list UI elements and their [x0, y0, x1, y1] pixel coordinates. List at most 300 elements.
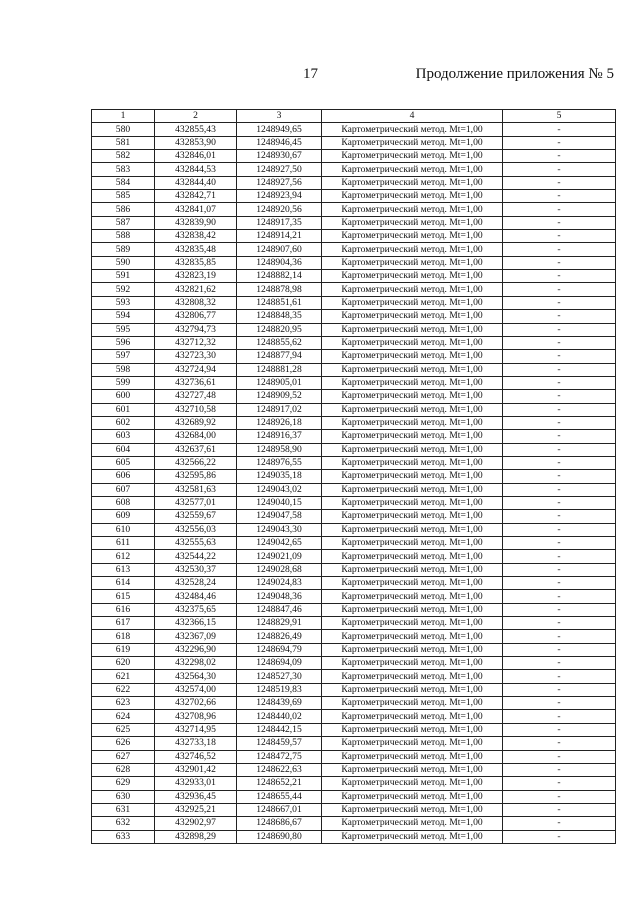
y-coordinate-cell: 1248946,45: [237, 136, 322, 149]
method-cell: Картометрический метод. Mt=1,00: [322, 203, 503, 216]
table-row: [92, 270, 616, 283]
y-coordinate-cell: 1248949,65: [237, 123, 322, 136]
method-cell: Картометрический метод. Mt=1,00: [322, 243, 503, 256]
y-coordinate-cell: 1248878,98: [237, 283, 322, 296]
point-number-cell: 611: [92, 537, 155, 550]
point-number-cell: 589: [92, 243, 155, 256]
y-coordinate-cell: 1248826,49: [237, 630, 322, 643]
point-number-cell: 593: [92, 296, 155, 309]
note-cell: -: [503, 430, 616, 443]
method-cell: Картометрический метод. Mt=1,00: [322, 483, 503, 496]
table-row: [92, 590, 616, 603]
y-coordinate-cell: 1248667,01: [237, 803, 322, 816]
point-number-cell: 622: [92, 683, 155, 696]
table-row: [92, 697, 616, 710]
x-coordinate-cell: 432823,19: [155, 270, 237, 283]
note-cell: -: [503, 817, 616, 830]
point-number-cell: 584: [92, 176, 155, 189]
method-cell: Картометрический метод. Mt=1,00: [322, 550, 503, 563]
method-cell: Картометрический метод. Mt=1,00: [322, 737, 503, 750]
y-coordinate-cell: 1248655,44: [237, 790, 322, 803]
table-row: [92, 150, 616, 163]
y-coordinate-cell: 1248926,18: [237, 416, 322, 429]
point-number-cell: 629: [92, 777, 155, 790]
table-row: [92, 256, 616, 269]
method-cell: Картометрический метод. Mt=1,00: [322, 270, 503, 283]
column-header: 4: [322, 110, 503, 123]
column-header: 2: [155, 110, 237, 123]
y-coordinate-cell: 1248459,57: [237, 737, 322, 750]
point-number-cell: 602: [92, 416, 155, 429]
method-cell: Картометрический метод. Mt=1,00: [322, 830, 503, 843]
point-number-cell: 605: [92, 456, 155, 469]
x-coordinate-cell: 432841,07: [155, 203, 237, 216]
y-coordinate-cell: 1249047,58: [237, 510, 322, 523]
appendix-title: Продолжение приложения № 5: [415, 66, 614, 82]
column-header: 5: [503, 110, 616, 123]
y-coordinate-cell: 1249043,02: [237, 483, 322, 496]
method-cell: Картометрический метод. Mt=1,00: [322, 456, 503, 469]
table-row: [92, 750, 616, 763]
point-number-cell: 610: [92, 523, 155, 536]
page-number: 17: [303, 66, 318, 82]
x-coordinate-cell: 432855,43: [155, 123, 237, 136]
note-cell: -: [503, 577, 616, 590]
table-row: [92, 563, 616, 576]
x-coordinate-cell: 432555,63: [155, 537, 237, 550]
point-number-cell: 618: [92, 630, 155, 643]
method-cell: Картометрический метод. Mt=1,00: [322, 230, 503, 243]
method-cell: Картометрический метод. Mt=1,00: [322, 163, 503, 176]
table-row: [92, 496, 616, 509]
x-coordinate-cell: 432367,09: [155, 630, 237, 643]
note-cell: -: [503, 670, 616, 683]
x-coordinate-cell: 432846,01: [155, 150, 237, 163]
table-row: [92, 296, 616, 309]
method-cell: Картометрический метод. Mt=1,00: [322, 790, 503, 803]
method-cell: Картометрический метод. Mt=1,00: [322, 403, 503, 416]
x-coordinate-cell: 432714,95: [155, 723, 237, 736]
method-cell: Картометрический метод. Mt=1,00: [322, 443, 503, 456]
note-cell: -: [503, 216, 616, 229]
x-coordinate-cell: 432574,00: [155, 683, 237, 696]
x-coordinate-cell: 432566,22: [155, 456, 237, 469]
note-cell: -: [503, 203, 616, 216]
point-number-cell: 590: [92, 256, 155, 269]
note-cell: -: [503, 603, 616, 616]
table-row: [92, 390, 616, 403]
y-coordinate-cell: 1249048,36: [237, 590, 322, 603]
method-cell: Картометрический метод. Mt=1,00: [322, 150, 503, 163]
table-row: [92, 577, 616, 590]
table-row: [92, 763, 616, 776]
note-cell: -: [503, 150, 616, 163]
x-coordinate-cell: 432898,29: [155, 830, 237, 843]
method-cell: Картометрический метод. Mt=1,00: [322, 336, 503, 349]
note-cell: -: [503, 416, 616, 429]
point-number-cell: 609: [92, 510, 155, 523]
y-coordinate-cell: 1248527,30: [237, 670, 322, 683]
note-cell: -: [503, 336, 616, 349]
table-row: [92, 537, 616, 550]
note-cell: -: [503, 790, 616, 803]
note-cell: -: [503, 163, 616, 176]
note-cell: -: [503, 270, 616, 283]
note-cell: -: [503, 350, 616, 363]
x-coordinate-cell: 432689,92: [155, 416, 237, 429]
note-cell: -: [503, 777, 616, 790]
y-coordinate-cell: 1248923,94: [237, 190, 322, 203]
method-cell: Картометрический метод. Mt=1,00: [322, 190, 503, 203]
x-coordinate-cell: 432842,71: [155, 190, 237, 203]
y-coordinate-cell: 1249021,09: [237, 550, 322, 563]
note-cell: -: [503, 630, 616, 643]
table-row: [92, 790, 616, 803]
note-cell: -: [503, 363, 616, 376]
x-coordinate-cell: 432556,03: [155, 523, 237, 536]
x-coordinate-cell: 432844,40: [155, 176, 237, 189]
y-coordinate-cell: 1249024,83: [237, 577, 322, 590]
note-cell: -: [503, 803, 616, 816]
x-coordinate-cell: 432727,48: [155, 390, 237, 403]
x-coordinate-cell: 432844,53: [155, 163, 237, 176]
method-cell: Картометрический метод. Mt=1,00: [322, 710, 503, 723]
x-coordinate-cell: 432484,46: [155, 590, 237, 603]
point-number-cell: 630: [92, 790, 155, 803]
table-row: [92, 710, 616, 723]
table-row: [92, 657, 616, 670]
y-coordinate-cell: 1248904,36: [237, 256, 322, 269]
y-coordinate-cell: 1248958,90: [237, 443, 322, 456]
method-cell: Картометрический метод. Mt=1,00: [322, 323, 503, 336]
note-cell: -: [503, 136, 616, 149]
point-number-cell: 617: [92, 617, 155, 630]
y-coordinate-cell: 1248930,67: [237, 150, 322, 163]
y-coordinate-cell: 1248694,09: [237, 657, 322, 670]
table-row: [92, 683, 616, 696]
point-number-cell: 613: [92, 563, 155, 576]
method-cell: Картометрический метод. Mt=1,00: [322, 563, 503, 576]
x-coordinate-cell: 432710,58: [155, 403, 237, 416]
point-number-cell: 612: [92, 550, 155, 563]
method-cell: Картометрический метод. Mt=1,00: [322, 470, 503, 483]
note-cell: -: [503, 443, 616, 456]
point-number-cell: 626: [92, 737, 155, 750]
table-row: [92, 216, 616, 229]
method-cell: Картометрический метод. Mt=1,00: [322, 256, 503, 269]
y-coordinate-cell: 1248914,21: [237, 230, 322, 243]
table-row: [92, 176, 616, 189]
y-coordinate-cell: 1249043,30: [237, 523, 322, 536]
note-cell: -: [503, 403, 616, 416]
table-row: [92, 817, 616, 830]
x-coordinate-cell: 432808,32: [155, 296, 237, 309]
point-number-cell: 616: [92, 603, 155, 616]
table-row: [92, 403, 616, 416]
method-cell: Картометрический метод. Mt=1,00: [322, 350, 503, 363]
method-cell: Картометрический метод. Mt=1,00: [322, 176, 503, 189]
y-coordinate-cell: 1248927,50: [237, 163, 322, 176]
note-cell: -: [503, 243, 616, 256]
table-row: [92, 777, 616, 790]
note-cell: -: [503, 830, 616, 843]
x-coordinate-cell: 432375,65: [155, 603, 237, 616]
method-cell: Картометрический метод. Mt=1,00: [322, 537, 503, 550]
x-coordinate-cell: 432901,42: [155, 763, 237, 776]
table-row: [92, 670, 616, 683]
point-number-cell: 623: [92, 697, 155, 710]
point-number-cell: 599: [92, 376, 155, 389]
y-coordinate-cell: 1249042,65: [237, 537, 322, 550]
point-number-cell: 631: [92, 803, 155, 816]
point-number-cell: 627: [92, 750, 155, 763]
x-coordinate-cell: 432366,15: [155, 617, 237, 630]
note-cell: -: [503, 523, 616, 536]
table-row: [92, 723, 616, 736]
y-coordinate-cell: 1248905,01: [237, 376, 322, 389]
point-number-cell: 588: [92, 230, 155, 243]
column-header: 1: [92, 110, 155, 123]
y-coordinate-cell: 1248855,62: [237, 336, 322, 349]
table-row: [92, 523, 616, 536]
method-cell: Картометрический метод. Mt=1,00: [322, 630, 503, 643]
y-coordinate-cell: 1248442,15: [237, 723, 322, 736]
point-number-cell: 607: [92, 483, 155, 496]
point-number-cell: 591: [92, 270, 155, 283]
table-body: [92, 123, 616, 844]
note-cell: -: [503, 390, 616, 403]
note-cell: -: [503, 617, 616, 630]
method-cell: Картометрический метод. Mt=1,00: [322, 136, 503, 149]
point-number-cell: 619: [92, 643, 155, 656]
point-number-cell: 582: [92, 150, 155, 163]
method-cell: Картометрический метод. Mt=1,00: [322, 777, 503, 790]
column-header: 3: [237, 110, 322, 123]
point-number-cell: 583: [92, 163, 155, 176]
note-cell: -: [503, 230, 616, 243]
table-row: [92, 363, 616, 376]
point-number-cell: 586: [92, 203, 155, 216]
table-row: [92, 350, 616, 363]
note-cell: -: [503, 657, 616, 670]
table-row: [92, 603, 616, 616]
method-cell: Картометрический метод. Mt=1,00: [322, 590, 503, 603]
y-coordinate-cell: 1249028,68: [237, 563, 322, 576]
method-cell: Картометрический метод. Mt=1,00: [322, 310, 503, 323]
y-coordinate-cell: 1248917,35: [237, 216, 322, 229]
y-coordinate-cell: 1248439,69: [237, 697, 322, 710]
x-coordinate-cell: 432577,01: [155, 496, 237, 509]
method-cell: Картометрический метод. Mt=1,00: [322, 657, 503, 670]
point-number-cell: 604: [92, 443, 155, 456]
y-coordinate-cell: 1248686,67: [237, 817, 322, 830]
x-coordinate-cell: 432746,52: [155, 750, 237, 763]
note-cell: -: [503, 296, 616, 309]
note-cell: -: [503, 537, 616, 550]
x-coordinate-cell: 432712,32: [155, 336, 237, 349]
point-number-cell: 632: [92, 817, 155, 830]
note-cell: -: [503, 590, 616, 603]
note-cell: -: [503, 256, 616, 269]
note-cell: -: [503, 470, 616, 483]
x-coordinate-cell: 432853,90: [155, 136, 237, 149]
y-coordinate-cell: 1249040,15: [237, 496, 322, 509]
table-row: [92, 550, 616, 563]
table-row: [92, 310, 616, 323]
y-coordinate-cell: 1248622,63: [237, 763, 322, 776]
y-coordinate-cell: 1248907,60: [237, 243, 322, 256]
y-coordinate-cell: 1248829,91: [237, 617, 322, 630]
point-number-cell: 581: [92, 136, 155, 149]
table-row: [92, 470, 616, 483]
method-cell: Картометрический метод. Mt=1,00: [322, 430, 503, 443]
y-coordinate-cell: 1248976,55: [237, 456, 322, 469]
note-cell: -: [503, 283, 616, 296]
point-number-cell: 620: [92, 657, 155, 670]
point-number-cell: 621: [92, 670, 155, 683]
note-cell: -: [503, 697, 616, 710]
table-row: [92, 376, 616, 389]
table-row: [92, 336, 616, 349]
y-coordinate-cell: 1248694,79: [237, 643, 322, 656]
note-cell: -: [503, 376, 616, 389]
x-coordinate-cell: 432838,42: [155, 230, 237, 243]
x-coordinate-cell: 432933,01: [155, 777, 237, 790]
method-cell: Картометрический метод. Mt=1,00: [322, 803, 503, 816]
coordinates-table: [91, 109, 616, 844]
note-cell: -: [503, 750, 616, 763]
method-cell: Картометрический метод. Mt=1,00: [322, 817, 503, 830]
x-coordinate-cell: 432559,67: [155, 510, 237, 523]
x-coordinate-cell: 432684,00: [155, 430, 237, 443]
table-row: [92, 456, 616, 469]
y-coordinate-cell: 1249035,18: [237, 470, 322, 483]
note-cell: -: [503, 176, 616, 189]
method-cell: Картометрический метод. Mt=1,00: [322, 216, 503, 229]
y-coordinate-cell: 1248847,46: [237, 603, 322, 616]
x-coordinate-cell: 432736,61: [155, 376, 237, 389]
x-coordinate-cell: 432925,21: [155, 803, 237, 816]
table-row: [92, 617, 616, 630]
y-coordinate-cell: 1248472,75: [237, 750, 322, 763]
method-cell: Картометрический метод. Mt=1,00: [322, 750, 503, 763]
table-row: [92, 830, 616, 843]
point-number-cell: 633: [92, 830, 155, 843]
point-number-cell: 624: [92, 710, 155, 723]
table-row: [92, 737, 616, 750]
method-cell: Картометрический метод. Mt=1,00: [322, 296, 503, 309]
note-cell: -: [503, 483, 616, 496]
table-row: [92, 323, 616, 336]
method-cell: Картометрический метод. Mt=1,00: [322, 723, 503, 736]
table-row: [92, 443, 616, 456]
x-coordinate-cell: 432835,85: [155, 256, 237, 269]
method-cell: Картометрический метод. Mt=1,00: [322, 577, 503, 590]
method-cell: Картометрический метод. Mt=1,00: [322, 643, 503, 656]
y-coordinate-cell: 1248881,28: [237, 363, 322, 376]
point-number-cell: 596: [92, 336, 155, 349]
y-coordinate-cell: 1248909,52: [237, 390, 322, 403]
method-cell: Картометрический метод. Mt=1,00: [322, 523, 503, 536]
point-number-cell: 598: [92, 363, 155, 376]
point-number-cell: 580: [92, 123, 155, 136]
table-row: [92, 190, 616, 203]
table-row: [92, 283, 616, 296]
point-number-cell: 603: [92, 430, 155, 443]
table-row: [92, 630, 616, 643]
y-coordinate-cell: 1248848,35: [237, 310, 322, 323]
point-number-cell: 600: [92, 390, 155, 403]
x-coordinate-cell: 432821,62: [155, 283, 237, 296]
method-cell: Картометрический метод. Mt=1,00: [322, 603, 503, 616]
x-coordinate-cell: 432595,86: [155, 470, 237, 483]
point-number-cell: 601: [92, 403, 155, 416]
y-coordinate-cell: 1248820,95: [237, 323, 322, 336]
x-coordinate-cell: 432296,90: [155, 643, 237, 656]
point-number-cell: 594: [92, 310, 155, 323]
table-header: [92, 110, 616, 123]
point-number-cell: 615: [92, 590, 155, 603]
point-number-cell: 628: [92, 763, 155, 776]
note-cell: -: [503, 456, 616, 469]
x-coordinate-cell: 432902,97: [155, 817, 237, 830]
x-coordinate-cell: 432723,30: [155, 350, 237, 363]
note-cell: -: [503, 683, 616, 696]
note-cell: -: [503, 510, 616, 523]
note-cell: -: [503, 310, 616, 323]
y-coordinate-cell: 1248440,02: [237, 710, 322, 723]
note-cell: -: [503, 737, 616, 750]
note-cell: -: [503, 643, 616, 656]
table-row: [92, 163, 616, 176]
y-coordinate-cell: 1248917,02: [237, 403, 322, 416]
y-coordinate-cell: 1248882,14: [237, 270, 322, 283]
y-coordinate-cell: 1248877,94: [237, 350, 322, 363]
note-cell: -: [503, 563, 616, 576]
table-row: [92, 243, 616, 256]
x-coordinate-cell: 432806,77: [155, 310, 237, 323]
note-cell: -: [503, 123, 616, 136]
method-cell: Картометрический метод. Mt=1,00: [322, 363, 503, 376]
x-coordinate-cell: 432794,73: [155, 323, 237, 336]
point-number-cell: 587: [92, 216, 155, 229]
table-row: [92, 123, 616, 136]
table-row: [92, 643, 616, 656]
method-cell: Картометрический метод. Mt=1,00: [322, 763, 503, 776]
point-number-cell: 597: [92, 350, 155, 363]
x-coordinate-cell: 432581,63: [155, 483, 237, 496]
method-cell: Картометрический метод. Mt=1,00: [322, 697, 503, 710]
note-cell: -: [503, 763, 616, 776]
method-cell: Картометрический метод. Mt=1,00: [322, 416, 503, 429]
method-cell: Картометрический метод. Mt=1,00: [322, 683, 503, 696]
x-coordinate-cell: 432530,37: [155, 563, 237, 576]
x-coordinate-cell: 432298,02: [155, 657, 237, 670]
note-cell: -: [503, 190, 616, 203]
x-coordinate-cell: 432708,96: [155, 710, 237, 723]
point-number-cell: 595: [92, 323, 155, 336]
x-coordinate-cell: 432637,61: [155, 443, 237, 456]
note-cell: -: [503, 323, 616, 336]
x-coordinate-cell: 432839,90: [155, 216, 237, 229]
x-coordinate-cell: 432733,18: [155, 737, 237, 750]
point-number-cell: 614: [92, 577, 155, 590]
method-cell: Картометрический метод. Mt=1,00: [322, 283, 503, 296]
table-row: [92, 510, 616, 523]
table-row: [92, 230, 616, 243]
table-row: [92, 803, 616, 816]
table-row: [92, 136, 616, 149]
